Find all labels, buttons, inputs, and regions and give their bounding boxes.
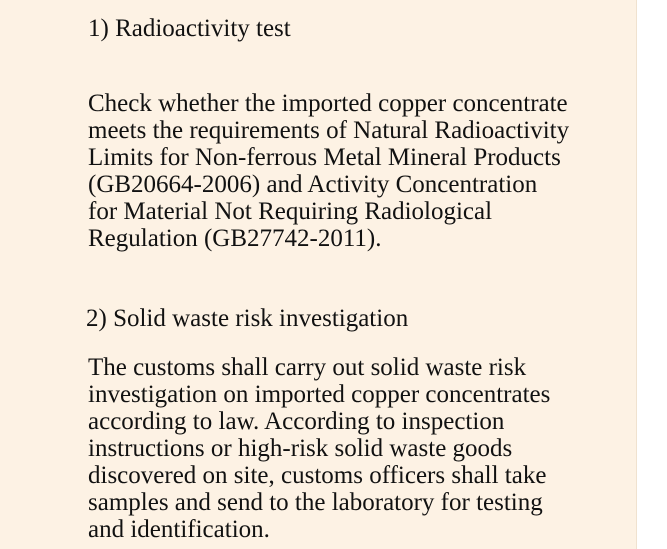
section-heading-solid-waste: 2) Solid waste risk investigation (86, 305, 409, 332)
paragraph-line: meets the requirements of Natural Radioactivity (88, 117, 570, 144)
paragraph-line: (GB20664-2006) and Activity Concentration (88, 171, 538, 198)
paragraph-line: Check whether the imported copper concentrate (88, 90, 568, 117)
paragraph-line: Limits for Non-ferrous Metal Mineral Products (88, 144, 561, 171)
paragraph-line: and identification. (88, 516, 270, 543)
paragraph-line: The customs shall carry out solid waste risk (88, 354, 527, 381)
paragraph-line: according to law. According to inspection (88, 408, 505, 435)
paragraph-line: investigation on imported copper concentrates (88, 381, 551, 408)
section-paragraph-solid-waste (88, 354, 628, 543)
paragraph-line: discovered on site, customs officers shall take (88, 462, 547, 489)
paragraph-line: samples and send to the laboratory for testing (88, 489, 543, 516)
paragraph-line: instructions or high-risk solid waste goods (88, 435, 513, 462)
paragraph-line: Regulation (GB27742-2011). (88, 225, 382, 252)
paragraph-line: for Material Not Requiring Radiological (88, 198, 493, 225)
section-paragraph-radioactivity (88, 90, 628, 252)
section-heading-radioactivity: 1) Radioactivity test (88, 15, 291, 42)
